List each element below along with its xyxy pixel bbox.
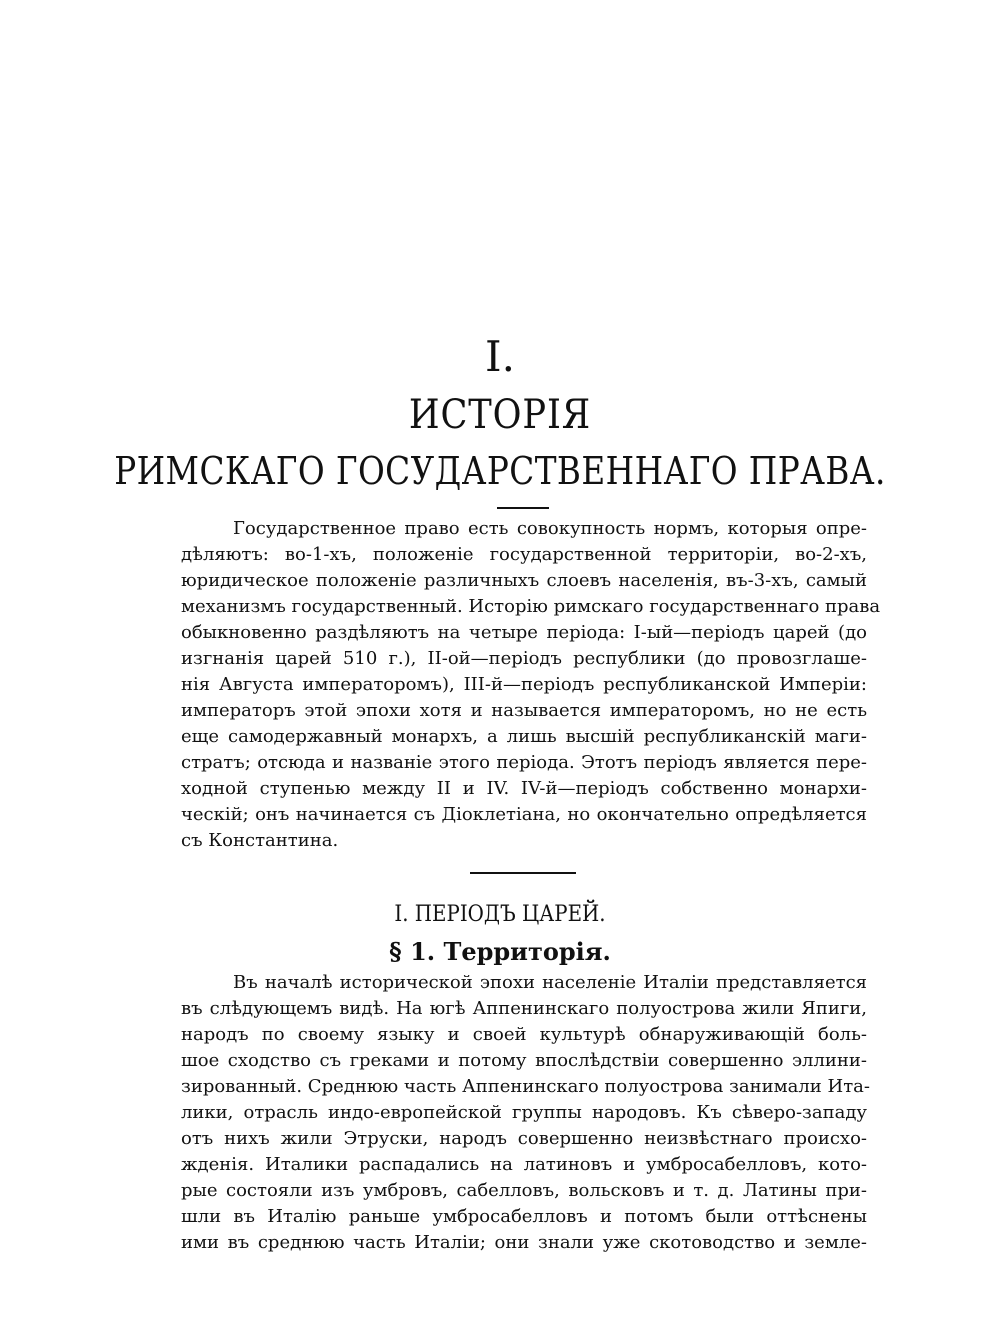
text-line: стратъ; отсюда и названіе этого періода. Этотъ періодъ является пере- (181, 752, 867, 773)
text-line: отъ нихъ жили Этруски, народъ совершенно неизвѣстнаго происхо- (181, 1128, 867, 1149)
text-line: Государственное право есть совокупность нормъ, которыя опре- (233, 518, 867, 539)
text-line: съ Константина. (181, 830, 339, 851)
section-heading: § 1. Территорія. (389, 937, 611, 966)
text-line: изгнанія царей 510 г.), II-ой—періодъ республики (до провозглаше- (181, 648, 867, 669)
chapter-title-line1: ИСТОРІЯ (408, 392, 592, 438)
text-line: рые состояли изъ умбровъ, сабелловъ, вольсковъ и т. д. Латины при- (181, 1180, 867, 1201)
intro-paragraph (181, 516, 881, 854)
text-line: въ слѣдующемъ видѣ. На югѣ Аппенинскаго полуострова жили Япиги, (181, 998, 867, 1019)
text-line: обыкновенно раздѣляютъ на четыре періода: I-ый—періодъ царей (до (181, 622, 867, 643)
text-line: ческій; онъ начинается съ Діоклетіана, но окончательно опредѣляется (181, 804, 867, 825)
section-paragraph (181, 970, 870, 1256)
text-line: еще самодержавный монархъ, а лишь высшій республиканскій маги- (181, 726, 867, 747)
text-line: шое сходство съ греками и потому впослѣдствіи совершенно эллини- (181, 1050, 867, 1071)
text-line: ходной ступенью между II и IV. IV-й—періодъ собственно монархи- (181, 778, 867, 799)
text-line: механизмъ государственный. Исторію римскаго государственнаго права (181, 596, 881, 617)
text-line: ими въ среднюю часть Италіи; они знали уже скотоводство и земле- (181, 1232, 867, 1253)
chapter-title-line2: РИМСКАГО ГОСУДАРСТВЕННАГО ПРАВА. (114, 449, 886, 493)
title-divider (497, 507, 549, 509)
text-line: шли въ Италію раньше умбросабелловъ и потомъ были оттѣснены (181, 1206, 867, 1227)
text-line: лики, отрасль индо-европейской группы народовъ. Къ сѣверо-западу (181, 1102, 867, 1123)
text-line: нія Августа императоромъ), III-й—періодъ республиканской Имперіи: (181, 674, 867, 695)
text-line: императоръ этой эпохи хотя и называется императоромъ, но не есть (181, 700, 867, 721)
period-heading: I. ПЕРІОДЪ ЦАРЕЙ. (394, 902, 606, 927)
section-divider (470, 872, 576, 874)
text-line: дѣляютъ: во-1-хъ, положеніе государственной территоріи, во-2-хъ, (181, 544, 867, 565)
text-line: народъ по своему языку и своей культурѣ обнаруживающій боль- (181, 1024, 867, 1045)
chapter-numeral: I. (485, 332, 515, 381)
text-line: юридическое положеніе различныхъ слоевъ населенія, въ-3-хъ, самый (181, 570, 867, 591)
text-line: Въ началѣ исторической эпохи населеніе Италіи представляется (233, 972, 867, 993)
text-line: зированный. Среднюю часть Аппенинскаго полуострова занимали Ита- (181, 1076, 870, 1097)
text-line: жденія. Италики распадались на латиновъ и умбросабелловъ, кото- (181, 1154, 867, 1175)
